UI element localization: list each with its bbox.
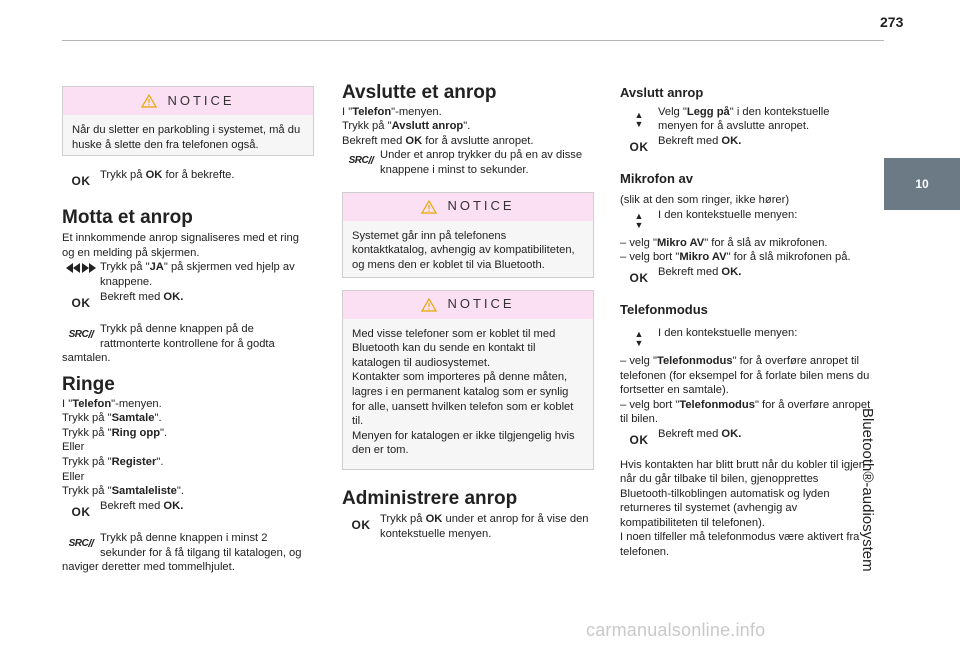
step-text: I den kontekstuelle menyen: [658,326,798,339]
paragraph: naviger deretter med tommelhjulet. [62,561,235,574]
section-heading: Mikrofon av [620,171,693,187]
text-line: Trykk på "Samtale". [62,412,162,425]
ok-icon: OK [71,295,91,310]
notice-box [62,86,314,156]
section-heading: Avslutt anrop [620,85,704,100]
notice-header [343,291,593,319]
src-step [62,322,314,351]
ok-step [62,499,314,520]
step-text: Trykk på denne knappen i minst 2 sekunder for å få tilgang til katalogen, og [100,532,302,559]
step-text: Trykk på "JA" på skjermen ved hjelp av knappene. [100,261,295,288]
warning-icon [421,200,437,214]
notice-box [342,290,594,470]
section-heading: Motta et anrop [62,206,193,228]
ok-icon: OK [629,432,649,447]
text-line: Eller [62,441,85,454]
warning-icon [141,94,157,108]
step-text: Trykk på OK for å bekrefte. [100,169,235,181]
ok-step [620,134,872,155]
ok-step [342,512,594,541]
notice-title: NOTICE [447,296,515,312]
ok-step [62,290,314,311]
watermark: carmanualsonline.info [586,620,766,640]
ok-icon: OK [629,139,649,154]
section-heading: Ringe [62,373,115,395]
step-text: Bekreft med OK. [658,265,742,278]
arrows-step [620,208,872,230]
paragraph: samtalen. [62,352,111,365]
notice-box [342,192,594,278]
step-text: Bekreft med OK. [100,290,184,303]
text-line: Trykk på "Ring opp". [62,426,168,439]
up-down-arrows-icon: ▲ ▼ [634,210,644,230]
arrows-step [620,326,872,348]
ok-step [620,427,872,448]
ok-icon: OK [351,518,371,533]
src-button-icon: SRC // [68,329,94,342]
paragraph: I noen tilfeller må telefonmodus være aktivert fra telefonen. [620,531,860,559]
up-down-arrows-icon: ▲ ▼ [634,328,644,348]
step-text: Velg "Legg på" i den kontekstuelle menyen for å avslutte anropet. [658,105,830,133]
notice-text: Når du sletter en parkobling i systemet, må du huske å slette den fra telefonen også. [72,124,301,151]
column-2 [342,82,594,541]
paragraph: Hvis kontakten har blitt brutt når du kobler til igjen når du går tilbake til bilen, gjenopprettes Bluetooth-tilkoblingen automatisk og lyden returneres til systemet (avhengig av kompatibiliteten til telefonen). [620,458,866,529]
section-heading: Telefonmodus [620,302,708,318]
ok-icon: OK [71,174,91,188]
chapter-title: Bluetooth®-audiosystem [859,408,876,572]
src-step [342,148,594,177]
ok-icon: OK [629,270,649,285]
text-line: Eller [62,470,85,483]
step-text: Trykk på OK under et anrop for å vise den kontekstuelle menyen. [380,513,589,540]
ringe-lines [62,397,314,499]
ja-step [62,260,314,289]
text-line: Trykk på "Avslutt anrop". [342,120,471,133]
src-step [62,531,314,560]
warning-icon [421,298,437,312]
ok-step [620,265,872,286]
notice-text: Menyen for katalogen er ikke tilgjengelig hvis den er tom. [352,429,575,457]
section-heading: Avslutte et anrop [342,82,497,103]
up-down-arrows-icon: ▲ ▼ [634,109,644,129]
step-text: Trykk på denne knappen på de rattmonterte kontrollene for å godta [100,323,275,350]
step-text: Under et anrop trykker du på en av disse knappene i minst to sekunder. [380,149,583,176]
notice-text: Med visse telefoner som er koblet til med Bluetooth kan du sende en kontakt til katalogen til audiosystemet. [352,327,556,369]
step-text: Bekreft med OK. [658,134,742,147]
notice-title: NOTICE [167,92,235,108]
step-text: Bekreft med OK. [658,427,742,440]
src-button-icon: SRC // [68,538,94,551]
column-3 [620,86,872,560]
text-line: – velg bort "Telefonmodus" for å overføre anropet til bilen. [620,398,871,426]
section-heading: Administrere anrop [342,487,518,509]
text-line: – velg "Mikro AV" for å slå av mikrofonen. [620,236,828,249]
paragraph: Et innkommende anrop signaliseres med et ring og en melding på skjermen. [62,232,299,259]
text-line: Trykk på "Register". [62,455,164,468]
arrows-step [620,105,872,134]
left-right-arrows-icon [62,263,100,273]
text-line: Trykk på "Samtaleliste". [62,485,184,498]
notice-header [63,87,313,115]
page-number: 273 [880,14,904,30]
chapter-tab: 10 [884,158,960,210]
avslutte-lines [342,105,594,149]
notice-title: NOTICE [447,198,515,214]
notice-text: Systemet går inn på telefonens kontaktkatalog, avhengig av kompatibiliteten, og mens den er koblet til via Bluetooth. [352,229,575,271]
notice-text: Kontakter som importeres på denne måten, lagres i en permanent katalog som er synlig for alle, uansett hvilken telefon som er koblet til. [352,371,574,428]
text-line: I "Telefon"-menyen. [342,105,442,118]
step-text: I den kontekstuelle menyen: [658,208,798,221]
ok-icon: OK [71,504,91,519]
step-text: Bekreft med OK. [100,499,184,512]
src-button-icon: SRC // [348,155,374,168]
text-line: Bekreft med OK for å avslutte anropet. [342,134,534,147]
paragraph: (slik at den som ringer, ikke hører) [620,193,790,206]
ok-confirm-step [62,168,314,189]
text-line: – velg "Telefonmodus" for å overføre anropet til telefonen (for eksempel for å forlate bilen mens du fortsetter en samtale). [620,354,870,397]
text-line: I "Telefon"-menyen. [62,397,162,410]
text-line: – velg bort "Mikro AV" for å slå mikrofonen på. [620,251,851,264]
column-1 [62,86,314,575]
header-rule [62,40,884,41]
notice-header [343,193,593,221]
